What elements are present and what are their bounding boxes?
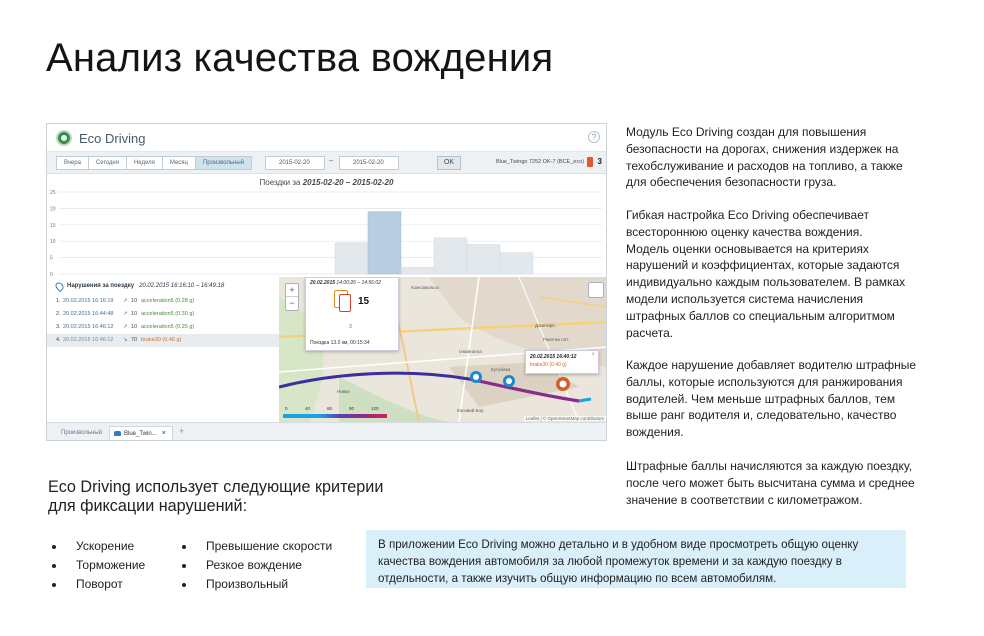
chart-y-tick: 15 bbox=[50, 222, 56, 229]
chart-title: Поездки за 2015-02-20 – 2015-02-20 bbox=[259, 178, 394, 187]
violation-row[interactable] bbox=[47, 308, 279, 321]
tab-close-icon[interactable]: × bbox=[161, 430, 166, 437]
period-button[interactable]: Неделя bbox=[126, 156, 163, 170]
eco-driving-app-window bbox=[46, 123, 607, 441]
legend-tick: 40 bbox=[305, 406, 311, 411]
description-line: вождения. bbox=[626, 425, 684, 440]
trip-count: 15 bbox=[358, 296, 370, 307]
description-line: расчета. bbox=[626, 325, 674, 340]
violation-datetime: 20.02.2015 16:46:12 bbox=[63, 324, 114, 330]
description-line: после чего может быть высчитана сумма и среднее bbox=[626, 475, 915, 490]
description-paragraph-3 bbox=[626, 357, 916, 441]
description-line: значение в соответствии с километражом. bbox=[626, 492, 863, 507]
violation-direction-icon: ↗ bbox=[123, 324, 128, 330]
criteria-list-2 bbox=[178, 537, 332, 594]
violation-points: 10 bbox=[131, 324, 138, 330]
violation-direction-icon: ↗ bbox=[123, 311, 128, 317]
map-label: Ракетна лот. bbox=[543, 337, 569, 342]
violation-popup-rule: brake30 (0.40 g) bbox=[530, 362, 567, 368]
violations-header: Нарушения за поездку 20.02.2015 16:16:10 – 16:49:18 bbox=[67, 283, 225, 289]
violations-list bbox=[47, 295, 279, 347]
violation-points: 10 bbox=[131, 298, 138, 304]
violation-row[interactable] bbox=[47, 334, 279, 347]
trips-bar-chart bbox=[47, 174, 607, 277]
chart-bar[interactable] bbox=[467, 244, 500, 274]
chart-y-tick: 5 bbox=[50, 255, 53, 262]
trips-chart bbox=[47, 174, 606, 277]
speed-legend-bar bbox=[283, 414, 387, 418]
violation-datetime: 20.02.2015 16:46:12 bbox=[63, 337, 114, 343]
marker-4-icon bbox=[556, 377, 570, 391]
criteria-item: Резкое вождение bbox=[178, 556, 332, 575]
description-paragraph-1 bbox=[626, 124, 903, 191]
map-label: Дзинтаріс bbox=[535, 323, 556, 328]
description-line: Модуль Eco Driving создан для повышения bbox=[626, 125, 867, 139]
criteria-title: Eco Driving использует следующие критерии для фиксации нарушений: bbox=[48, 478, 384, 515]
violation-popup bbox=[525, 350, 599, 374]
description-line: Гибкая настройка Eco Driving обеспечивает bbox=[626, 208, 869, 222]
map-view[interactable] bbox=[279, 277, 607, 422]
description-line: нарушений и коэффициентах, которые задаются bbox=[626, 258, 900, 273]
map-label: Касивий Бор bbox=[457, 408, 484, 413]
description-line: Штрафные баллы начисляются за каждую поездку, bbox=[626, 459, 913, 473]
zoom-in-button[interactable]: + bbox=[286, 284, 298, 297]
chart-bar[interactable] bbox=[368, 212, 401, 274]
map-label: Кутузівка bbox=[491, 367, 511, 372]
tabs-bar bbox=[47, 422, 606, 441]
map-label: Нивки bbox=[337, 389, 350, 394]
description-line: выше ранг водителя и, следовательно, качество bbox=[626, 408, 897, 423]
period-toolbar bbox=[47, 152, 606, 174]
vehicle-color-icon bbox=[587, 157, 593, 167]
legend-tick: 60 bbox=[327, 406, 333, 411]
violation-rule: acceleration5 (0.30 g) bbox=[141, 311, 195, 317]
violation-points: 10 bbox=[131, 311, 138, 317]
chart-y-tick: 25 bbox=[50, 190, 56, 196]
violation-datetime: 20.02.2015 16:16:19 bbox=[63, 298, 114, 304]
violation-number: 4. bbox=[56, 337, 61, 343]
date-separator: – bbox=[329, 156, 334, 165]
violation-popup-date: 20.02.2015 16:40:12 bbox=[530, 354, 577, 360]
info-line: качества вождения автомобиля за любой промежуток времени и за каждую поездку в bbox=[378, 555, 842, 568]
legend-tick: 0 bbox=[285, 406, 288, 411]
date-to-input[interactable]: 2015-02-20 bbox=[339, 156, 399, 170]
add-tab-icon[interactable]: + bbox=[179, 426, 185, 436]
tab-vehicle[interactable]: Blue_Twin... × bbox=[109, 426, 173, 441]
criteria-item: Ускорение bbox=[48, 537, 145, 556]
help-icon[interactable]: ? bbox=[588, 131, 600, 143]
violation-row[interactable] bbox=[47, 295, 279, 308]
chart-y-tick: 10 bbox=[50, 239, 56, 246]
page-title: Анализ качества вождения bbox=[46, 36, 554, 80]
map-label: Ілюмінатка bbox=[459, 349, 482, 354]
chart-y-tick: 0 bbox=[50, 272, 53, 277]
date-from-input[interactable]: 2015-02-20 bbox=[265, 156, 325, 170]
map-label: Комсомольск bbox=[411, 285, 439, 290]
legend-tick: 120 bbox=[371, 406, 379, 411]
chart-bar[interactable] bbox=[335, 243, 368, 274]
violation-number: 3. bbox=[56, 324, 61, 330]
violation-rule: acceleration5 (0.25 g) bbox=[141, 324, 195, 330]
trip-popup-title: 20.02.2015 14:00:26 – 14:56:02 bbox=[310, 280, 381, 286]
violations-panel bbox=[47, 277, 279, 422]
violation-direction-icon: ↗ bbox=[123, 298, 128, 304]
violation-number: 1. bbox=[56, 298, 61, 304]
violation-popup-close-icon[interactable]: × bbox=[591, 352, 595, 358]
legend-tick: 90 bbox=[349, 406, 355, 411]
trip-car-alt-icon bbox=[339, 294, 351, 312]
app-name: Eco Driving bbox=[79, 131, 146, 146]
location-pin-icon bbox=[54, 281, 65, 292]
tab-custom-period[interactable]: Произвольный bbox=[61, 430, 103, 436]
description-paragraph-4 bbox=[626, 458, 915, 508]
period-button[interactable]: Произвольный bbox=[195, 156, 252, 170]
info-line: отдельности, а также изучить общую информацию по всем автомобилям. bbox=[378, 572, 777, 585]
chart-y-tick: 20 bbox=[50, 206, 56, 213]
criteria-item: Превышение скорости bbox=[178, 537, 332, 556]
description-line: баллы, которые используются для ранжирования bbox=[626, 374, 903, 389]
car-icon bbox=[114, 431, 121, 436]
description-line: индивидуально каждым пользователем. В рамках bbox=[626, 275, 906, 290]
description-line: штрафных баллов со специальным алгоритмом bbox=[626, 308, 895, 323]
chart-bar[interactable] bbox=[500, 253, 533, 274]
description-line: безопасности на дорогах, снижения издержек на bbox=[626, 141, 899, 156]
description-line: для обеспечения безопасности груза. bbox=[626, 175, 837, 190]
marker-2-icon bbox=[470, 371, 482, 383]
trip-small-count: 3 bbox=[349, 324, 352, 330]
period-button[interactable]: Сегодня bbox=[88, 156, 127, 170]
marker-3-icon bbox=[503, 375, 515, 387]
period-button[interactable]: Месяц bbox=[162, 156, 196, 170]
violation-direction-icon: ↘ bbox=[123, 337, 128, 343]
description-line: модели используется система начисления bbox=[626, 291, 864, 306]
zoom-control bbox=[285, 283, 299, 311]
violation-points: 70 bbox=[131, 337, 138, 343]
description-line: Каждое нарушение добавляет водителю штрафные bbox=[626, 358, 917, 372]
chart-bar[interactable] bbox=[434, 238, 467, 274]
app-header bbox=[47, 124, 606, 152]
trip-popup bbox=[305, 277, 399, 351]
info-box bbox=[366, 530, 906, 588]
info-line: В приложении Eco Driving можно детально и в удобном виде просмотреть общую оценку bbox=[378, 538, 859, 551]
violation-rule: brake30 (0.40 g) bbox=[141, 337, 182, 343]
period-buttons bbox=[56, 156, 251, 170]
criteria-list-1 bbox=[48, 537, 145, 594]
criteria-item: Произвольный bbox=[178, 575, 332, 594]
vehicle-name[interactable]: Blue_Twingo 7252 OK-7 (BCE_eco) bbox=[495, 159, 584, 165]
violation-rule: acceleration5 (0.28 g) bbox=[141, 298, 195, 304]
vehicle-count: 3 bbox=[597, 157, 602, 166]
description-paragraph-2 bbox=[626, 207, 905, 341]
description-line: Модель оценки основывается на критериях bbox=[626, 241, 869, 256]
speed-legend-ticks bbox=[283, 406, 393, 413]
description-line: всестороннюю оценку качества вождения. bbox=[626, 224, 863, 239]
criteria-item: Поворот bbox=[48, 575, 145, 594]
trip-distance: Поездка 13.0 км, 00:15:34 bbox=[310, 340, 370, 346]
violation-number: 2. bbox=[56, 311, 61, 317]
zoom-out-button[interactable]: − bbox=[289, 298, 295, 308]
ok-button[interactable]: OK bbox=[437, 156, 461, 170]
description-line: техобслуживание и расходов на топливо, а также bbox=[626, 158, 903, 173]
eco-driving-logo-icon bbox=[56, 130, 72, 146]
criteria-item: Торможение bbox=[48, 556, 145, 575]
violation-row[interactable] bbox=[47, 321, 279, 334]
description-line: водителей. Чем меньше штрафных баллов, тем bbox=[626, 391, 896, 406]
map-attribution[interactable]: Leaflet | © OpenStreetMap contributors bbox=[525, 416, 604, 421]
layers-icon[interactable] bbox=[588, 282, 604, 298]
chart-bar[interactable] bbox=[401, 267, 434, 274]
period-button[interactable]: Вчера bbox=[56, 156, 89, 170]
violation-datetime: 20.02.2015 16:44:48 bbox=[63, 311, 114, 317]
